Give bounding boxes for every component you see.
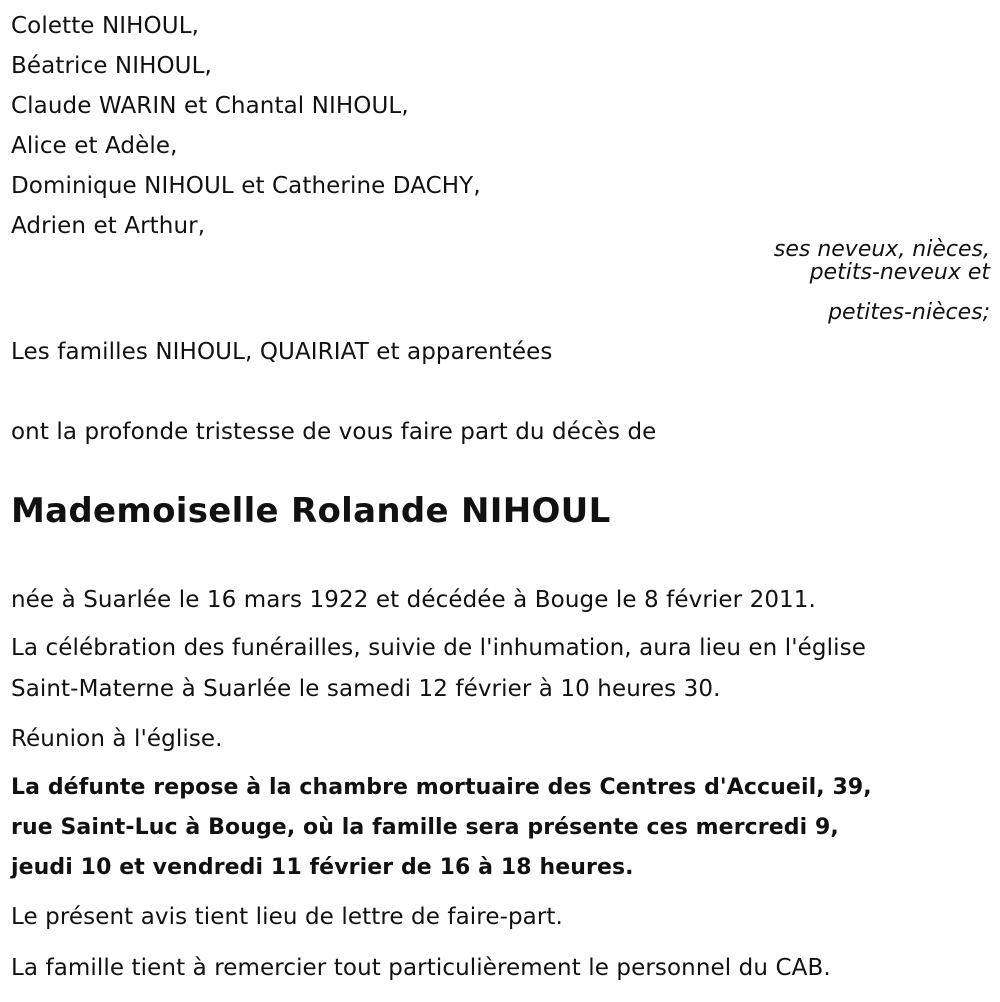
family-member-line: Colette NIHOUL, bbox=[11, 13, 200, 39]
repose-line: jeudi 10 et vendredi 11 février de 16 à 18 heures. bbox=[11, 855, 634, 880]
relation-line: petits-neveux et bbox=[809, 260, 990, 285]
family-member-line: Claude WARIN et Chantal NIHOUL, bbox=[11, 93, 409, 119]
relation-line: ses neveux, nièces, bbox=[773, 237, 990, 262]
family-member-line: Alice et Adèle, bbox=[11, 133, 178, 159]
birth-death-line: née à Suarlée le 16 mars 1922 et décédée à Bouge le 8 février 2011. bbox=[11, 587, 816, 613]
family-member-line: Dominique NIHOUL et Catherine DACHY, bbox=[11, 173, 481, 199]
repose-line: La défunte repose à la chambre mortuaire des Centres d'Accueil, 39, bbox=[11, 775, 872, 800]
notice-line: Le présent avis tient lieu de lettre de faire-part. bbox=[11, 904, 563, 930]
relation-line: petites-nièces; bbox=[828, 300, 990, 325]
repose-line: rue Saint-Luc à Bouge, où la famille sera présente ces mercredi 9, bbox=[11, 815, 839, 840]
family-member-line: Béatrice NIHOUL, bbox=[11, 53, 212, 79]
deceased-name: Mademoiselle Rolande NIHOUL bbox=[11, 491, 611, 531]
meeting-line: Réunion à l'église. bbox=[11, 726, 223, 752]
funeral-line: Saint-Materne à Suarlée le samedi 12 février à 10 heures 30. bbox=[11, 676, 721, 702]
announcement-line: ont la profonde tristesse de vous faire part du décès de bbox=[11, 419, 657, 445]
other-families-line: Les familles NIHOUL, QUAIRIAT et apparentées bbox=[11, 339, 553, 365]
funeral-line: La célébration des funérailles, suivie de l'inhumation, aura lieu en l'église bbox=[11, 635, 866, 661]
family-member-line: Adrien et Arthur, bbox=[11, 213, 206, 239]
thanks-line: La famille tient à remercier tout particulièrement le personnel du CAB. bbox=[11, 955, 831, 981]
